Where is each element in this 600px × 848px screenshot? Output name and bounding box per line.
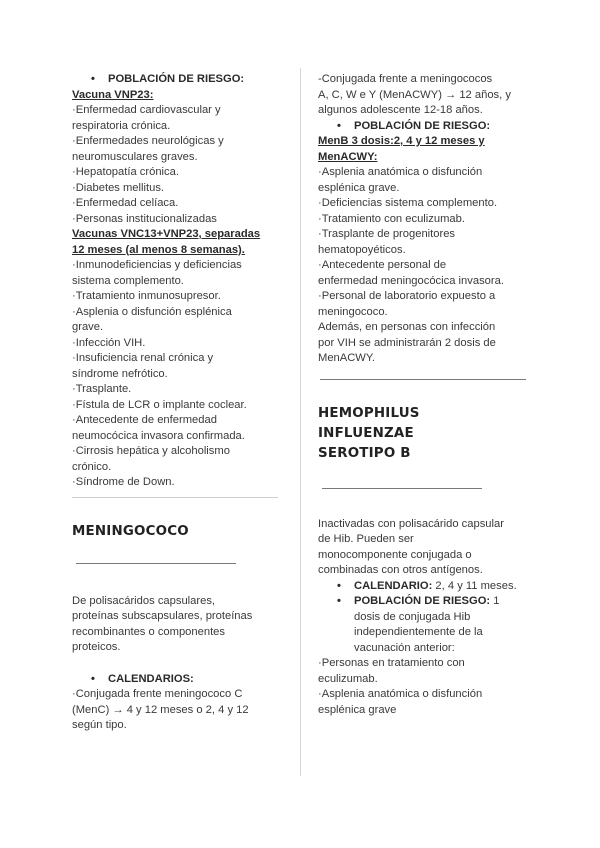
title-underline — [76, 563, 236, 564]
hib-calendario-value: 2, 4 y 11 meses. — [432, 579, 517, 592]
vnc13-title-line2: 12 meses (al menos 8 semanas). — [72, 243, 245, 256]
list-item: ·Fístula de LCR o implante coclear. — [72, 398, 247, 411]
hib-title — [318, 404, 530, 464]
list-item: neumocócica invasora confirmada. — [72, 429, 245, 442]
section-divider — [320, 379, 526, 380]
list-item: ·Tratamiento inmunosupresor. — [72, 290, 221, 302]
paragraph-line: -Conjugada frente a meningococos — [318, 73, 493, 85]
hib-riesgo-line: independientemente de la — [354, 626, 483, 638]
list-item: MenACWY. — [318, 352, 375, 364]
list-item: síndrome nefrótico. — [72, 367, 168, 380]
description-line: proteínas subscapsulares, proteínas — [72, 610, 253, 622]
list-item: crónico. — [72, 460, 112, 473]
hib-riesgo-line — [354, 594, 530, 610]
list-item: ·Hepatopatía crónica. — [72, 166, 179, 178]
list-item: hematopoyéticos. — [318, 243, 406, 256]
paragraph-line: A, C, W e Y (MenACWY) → 12 años, y — [318, 88, 511, 101]
hib-riesgo-text: 1 — [490, 595, 500, 607]
menb-title-line2: MenACWY: — [318, 150, 378, 163]
riesgo-heading: • POBLACIÓN DE RIESGO: — [318, 119, 530, 135]
riesgo-heading: • POBLACIÓN DE RIESGO: — [72, 72, 284, 88]
hib-riesgo-line: dosis de conjugada Hib — [354, 610, 471, 623]
hib-title-line: HEMOPHILUS — [318, 405, 420, 421]
title-underline — [322, 488, 482, 489]
menb-title-line1: MenB 3 dosis:2, 4 y 12 meses y — [318, 135, 485, 147]
description-line: de Hib. Pueden ser — [318, 533, 414, 545]
list-item: respiratoria crónica. — [72, 119, 171, 132]
list-item: meningococo. — [318, 305, 388, 318]
list-item: ·Trasplante. — [72, 383, 132, 395]
list-item: sistema complemento. — [72, 274, 184, 287]
calendarios-list — [72, 687, 284, 734]
list-item: ·Enfermedad cardiovascular y — [72, 104, 221, 116]
hib-title-line: INFLUENZAE — [318, 425, 414, 441]
hib-title-line: SEROTIPO B — [318, 445, 411, 461]
hib-calendario-label: CALENDARIO: — [354, 579, 433, 592]
description-line: combinadas con otros antígenos. — [318, 564, 483, 576]
vnp23-list — [72, 103, 284, 227]
hib-list — [318, 656, 530, 718]
vnp23-title: Vacuna VNP23: — [72, 88, 154, 101]
description-line: monocomponente conjugada o — [318, 548, 472, 561]
right-column — [318, 72, 530, 718]
list-item: ·Síndrome de Down. — [72, 476, 175, 488]
list-item: ·Infección VIH. — [72, 336, 146, 349]
menacwy-paragraph — [318, 72, 530, 119]
menb-list — [318, 165, 530, 367]
section-divider — [72, 497, 278, 498]
list-item: ·Asplenia o disfunción esplénica — [72, 305, 232, 318]
list-item: enfermedad meningocócica invasora. — [318, 274, 504, 287]
list-item: ·Enfermedades neurológicas y — [72, 135, 224, 147]
list-item: ·Personas en tratamiento con — [318, 657, 465, 669]
list-item: ·Cirrosis hepática y alcoholismo — [72, 445, 230, 457]
description-line: proteicos. — [72, 641, 121, 653]
list-item: según tipo. — [72, 719, 127, 731]
list-item: por VIH se administrarán 2 dosis de — [318, 336, 496, 349]
description-line: Inactivadas con polisacárido capsular — [318, 517, 504, 530]
list-item: Además, en personas con infección — [318, 321, 496, 333]
hib-riesgo-line: vacunación anterior: — [354, 641, 455, 654]
list-item: ·Asplenia anatómica o disfunción — [318, 688, 483, 700]
list-item: ·Antecedente de enfermedad — [72, 414, 217, 426]
list-item: ·Antecedente personal de — [318, 259, 447, 271]
calendarios-heading: • CALENDARIOS: — [72, 672, 284, 688]
meningococo-description — [72, 594, 284, 656]
description-line: recombinantes o componentes — [72, 625, 225, 638]
meningococo-title: MENINGOCOCO — [72, 523, 189, 539]
list-item: grave. — [72, 321, 104, 333]
description-line: De polisacáridos capsulares, — [72, 594, 216, 607]
hib-riesgo-label: POBLACIÓN DE RIESGO: — [354, 595, 491, 607]
list-item: ·Insuficiencia renal crónica y — [72, 352, 214, 364]
list-item: ·Diabetes mellitus. — [72, 181, 165, 194]
list-item: ·Personas institucionalizadas — [72, 212, 217, 225]
list-item: esplénica grave. — [318, 181, 400, 194]
hib-riesgo — [318, 594, 530, 656]
list-item: neuromusculares graves. — [72, 150, 198, 163]
list-item: ·Inmunodeficiencias y deficiencias — [72, 259, 242, 271]
paragraph-line: algunos adolescente 12-18 años. — [318, 104, 483, 116]
list-item: ·Trasplante de progenitores — [318, 228, 456, 240]
list-item: (MenC) → 4 y 12 meses o 2, 4 y 12 — [72, 703, 249, 716]
list-item: ·Asplenia anatómica o disfunción — [318, 166, 483, 178]
list-item: ·Tratamiento con eculizumab. — [318, 212, 465, 225]
list-item: eculizumab. — [318, 672, 378, 685]
column-divider — [300, 68, 301, 776]
list-item: ·Conjugada frente meningococo C — [72, 688, 243, 700]
list-item: ·Enfermedad celíaca. — [72, 197, 179, 209]
list-item: ·Personal de laboratorio expuesto a — [318, 290, 496, 302]
list-item: esplénica grave — [318, 703, 397, 716]
hib-description — [318, 517, 530, 579]
left-column — [72, 72, 284, 734]
list-item: ·Deficiencias sistema complemento. — [318, 197, 498, 209]
hib-calendario — [318, 579, 530, 595]
vnc13-list — [72, 258, 284, 491]
vnc13-title-line1: Vacunas VNC13+VNP23, separadas — [72, 228, 261, 240]
